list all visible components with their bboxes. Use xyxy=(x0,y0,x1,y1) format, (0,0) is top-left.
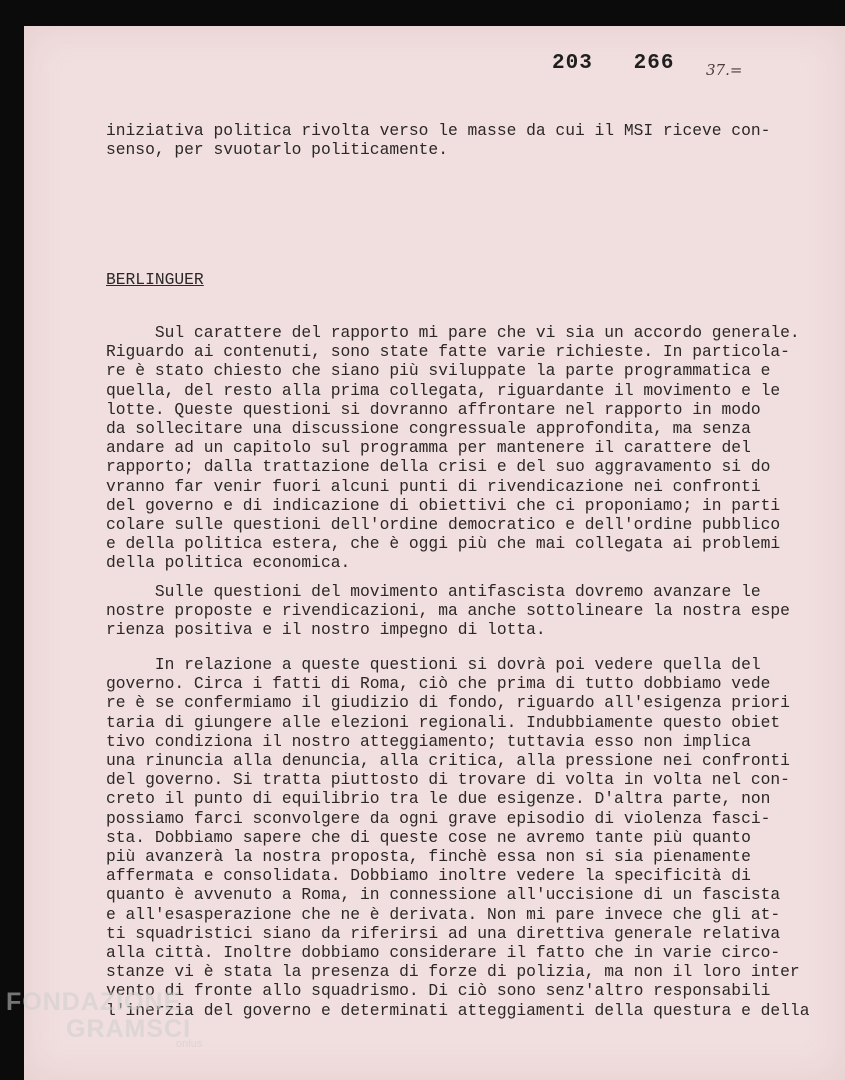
text-line: rapporto; dalla trattazione della crisi e del suo aggravamento si do xyxy=(106,457,771,477)
text-line: possiamo farci sconvolgere da ogni grave episodio di violenza fasci- xyxy=(106,808,771,828)
text-line: stanze vi è stata la presenza di forze di polizia, ma non il loro inter xyxy=(106,962,800,982)
text-line: creto il punto di equilibrio tra le due esigenze. D'altra parte, non xyxy=(106,789,771,809)
text-line: quanto è avvenuto a Roma, in connessione all'uccisione di un fascista xyxy=(106,885,781,905)
text-line: del governo. Si tratta piuttosto di trovare di volta in volta nel con- xyxy=(106,770,790,790)
paragraph-1 xyxy=(106,323,806,573)
watermark-line: onlus xyxy=(176,1038,203,1050)
handwritten-page-number: 37.= xyxy=(706,61,743,79)
text-line: iniziativa politica rivolta verso le masse da cui il MSI riceve con- xyxy=(106,121,771,140)
text-line: nostre proposte e rivendicazioni, ma anche sottolineare la nostra espe xyxy=(106,601,790,621)
text-line: Riguardo ai contenuti, sono state fatte varie richieste. In particola- xyxy=(106,342,790,362)
text-line: Sul carattere del rapporto mi pare che vi sia un accordo generale. xyxy=(106,323,800,342)
text-line: tivo condiziona il nostro atteggiamento; tuttavia esso non implica xyxy=(106,731,751,751)
text-line: e all'esasperazione che ne è derivata. Non mi pare invece che gli at- xyxy=(106,904,781,924)
text-line: Sulle questioni del movimento antifascista dovremo avanzare le xyxy=(106,582,761,601)
text-line: In relazione a queste questioni si dovrà poi vedere quella del xyxy=(106,655,761,674)
text-line: una rinuncia alla denuncia, alla critica, alla pressione nei confronti xyxy=(106,751,790,771)
text-line: l'inerzia del governo e determinati atteggiamenti della questura e della xyxy=(106,1000,810,1020)
paragraph-3 xyxy=(106,655,810,1020)
text-line: taria di giungere alle elezioni regionali. Indubbiamente questo obiet xyxy=(106,712,781,732)
page-number: 203 266 xyxy=(552,52,675,75)
text-line: quella, del resto alla prima collegata, riguardante il movimento e le xyxy=(106,380,781,400)
text-line: re è se confermiamo il giudizio di fondo, riguardo all'esigenza priori xyxy=(106,693,790,713)
text-line: re è stato chiesto che siano più sviluppate la parte programmatica e xyxy=(106,361,771,381)
text-line: senso, per svuotarlo politicamente. xyxy=(106,140,448,160)
text-line: alla città. Inoltre dobbiamo considerare il fatto che in varie circo- xyxy=(106,943,781,963)
text-line: da sollecitare una discussione congressuale approfondita, ma senza xyxy=(106,419,751,439)
text-line: del governo e di indicazione di obiettivi che ci proponiamo; in parti xyxy=(106,495,781,515)
text-line: andare ad un capitolo sul programma per mantenere il carattere del xyxy=(106,438,751,458)
text-line: vranno far venir fuori alcuni punti di rivendicazione nei confronti xyxy=(106,476,761,496)
fondazione-gramsci-watermark xyxy=(6,988,202,1050)
text-line: più avanzerà la nostra proposta, finchè essa non si sia pienamente xyxy=(106,847,751,867)
text-line: rienza positiva e il nostro impegno di lotta. xyxy=(106,620,546,640)
section-heading: BERLINGUER xyxy=(106,270,204,289)
intro-text xyxy=(106,121,806,159)
text-line: ti squadristici siano da riferirsi ad una direttiva generale relativa xyxy=(106,923,781,943)
text-line: colare sulle questioni dell'ordine democratico e dell'ordine pubblico xyxy=(106,515,781,535)
text-line: sta. Dobbiamo sapere che di queste cose ne avremo tante più quanto xyxy=(106,827,751,847)
text-line: affermata e consolidata. Dobbiamo inoltre vedere la specificità di xyxy=(106,866,751,886)
document-page xyxy=(24,26,845,1080)
text-line: vento di fronte allo squadrismo. Di ciò sono senz'altro responsabili xyxy=(106,981,771,1001)
text-line: della politica economica. xyxy=(106,553,351,573)
watermark-line: GRAMSCI xyxy=(66,1015,192,1043)
paragraph-2 xyxy=(106,582,806,640)
text-line: governo. Circa i fatti di Roma, ciò che prima di tutto dobbiamo vede xyxy=(106,674,771,694)
watermark-line: FONDAZIONE xyxy=(6,988,182,1016)
text-line: e della politica estera, che è oggi più che mai collegata ai problemi xyxy=(106,534,781,554)
text-line: lotte. Queste questioni si dovranno affrontare nel rapporto in modo xyxy=(106,399,761,419)
